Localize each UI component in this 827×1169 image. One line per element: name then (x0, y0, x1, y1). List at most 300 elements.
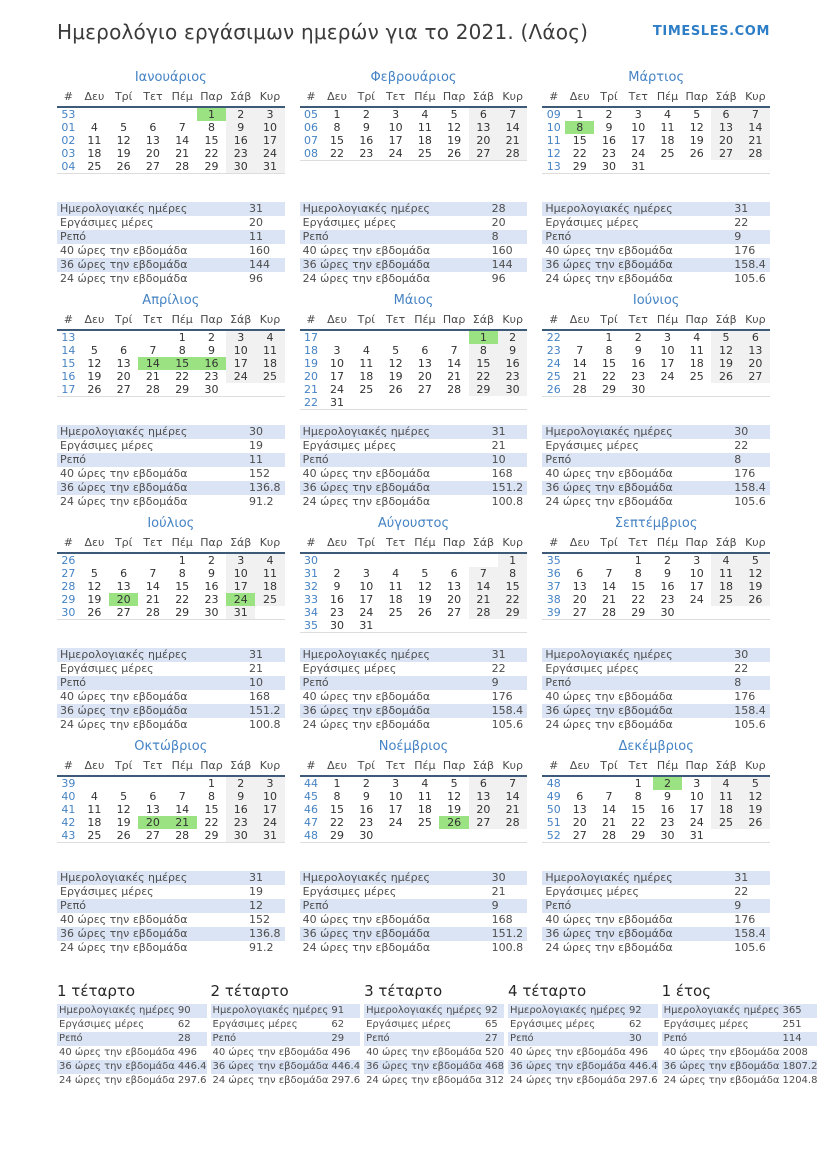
day-cell (80, 330, 109, 344)
day-cell: 3 (333, 344, 341, 357)
calendar-table (57, 89, 285, 174)
stat-label: Εργάσιμες μέρες (302, 216, 397, 229)
stat-label: Εργάσιμες μέρες (302, 662, 397, 675)
day-cell: 11 (255, 344, 284, 357)
day-cell: 13 (116, 357, 131, 370)
stat-value: 8 (734, 453, 742, 466)
day-cell: 9 (664, 567, 672, 580)
stat-label: Εργάσιμες μέρες (60, 662, 154, 675)
stat-value: 9 (734, 899, 742, 912)
week-number: 07 (304, 134, 319, 147)
stats-row (57, 885, 285, 899)
stat-label: Εργάσιμες μέρες (60, 439, 154, 452)
day-cell: 21 (145, 370, 160, 383)
stats-row (57, 1032, 207, 1046)
stat-value: 496 (177, 1047, 197, 1058)
stat-value: 365 (782, 1005, 802, 1016)
stat-label: Εργάσιμες μέρες (212, 1019, 298, 1030)
stat-label: 36 ώρες την εβδομάδα (366, 1061, 482, 1072)
stats-row (300, 927, 528, 941)
day-cell: 13 (572, 803, 587, 816)
day-header: Σάβ (230, 536, 252, 549)
stats-row (300, 244, 528, 258)
day-cell: 7 (605, 567, 613, 580)
stats-row (542, 258, 770, 272)
stat-value: 8 (491, 230, 499, 243)
week-number: 52 (546, 829, 561, 842)
stats-row (508, 1046, 658, 1060)
week-number: 48 (546, 777, 561, 790)
day-cell (711, 383, 740, 397)
day-cell: 25 (689, 370, 704, 383)
day-cell: 28 (145, 606, 160, 619)
day-cell: 11 (87, 134, 102, 147)
month-title: Φεβρουάριος (370, 70, 457, 85)
month-title: Δεκέμβριος (618, 739, 694, 754)
week-number: 51 (546, 816, 561, 829)
week-number: 27 (61, 567, 76, 580)
stats-table (211, 1004, 361, 1088)
page-header (57, 20, 770, 44)
day-header: Πέμ (414, 90, 436, 103)
day-cell: 22 (204, 816, 219, 829)
day-cell: 31 (226, 606, 255, 620)
day-cell: 12 (116, 134, 131, 147)
day-header: Πέμ (414, 759, 436, 772)
calendar-header-row (300, 758, 528, 776)
day-cell: 26 (711, 370, 740, 383)
week-number-header: # (63, 759, 73, 772)
day-cell: 5 (120, 121, 128, 134)
day-header: Τρί (357, 536, 376, 549)
stat-label: 24 ώρες την εβδομάδα (545, 941, 673, 954)
day-cell: 18 (255, 580, 284, 593)
week-row (300, 383, 528, 396)
day-cell (226, 383, 255, 397)
stats-row (57, 481, 285, 495)
day-cell: 3 (255, 107, 284, 121)
day-cell: 4 (392, 567, 400, 580)
day-cell: 12 (388, 357, 403, 370)
week-row (542, 147, 770, 160)
day-cell: 5 (90, 344, 98, 357)
stat-value: 31 (491, 425, 506, 438)
day-header: Πέμ (414, 313, 436, 326)
week-number: 21 (304, 383, 319, 396)
day-cell: 25 (417, 147, 432, 160)
day-cell: 22 (498, 593, 527, 606)
week-row (300, 580, 528, 593)
day-cell: 25 (255, 593, 284, 606)
week-row (542, 776, 770, 790)
day-cell: 8 (605, 344, 613, 357)
day-cell: 24 (388, 147, 403, 160)
day-header: Κυρ (502, 536, 523, 549)
week-row (542, 803, 770, 816)
day-cell: 23 (631, 370, 646, 383)
stat-value: 22 (491, 662, 506, 675)
stats-row (57, 899, 285, 913)
day-cell: 15 (330, 134, 345, 147)
day-cell: 23 (226, 816, 255, 829)
stat-value: 105.6 (734, 495, 766, 508)
day-cell (498, 396, 527, 410)
stat-value: 11 (248, 230, 263, 243)
stat-value: 2008 (782, 1047, 808, 1058)
stat-value: 31 (248, 202, 263, 215)
day-cell (352, 396, 381, 410)
week-number-header: # (549, 759, 559, 772)
week-row (542, 553, 770, 567)
month-block (57, 739, 285, 955)
day-cell: 18 (359, 370, 374, 383)
stat-label: 36 ώρες την εβδομάδα (302, 927, 431, 940)
day-cell: 4 (693, 331, 701, 344)
calendar-header-row (542, 535, 770, 553)
day-cell: 8 (207, 790, 215, 803)
week-row (542, 580, 770, 593)
day-cell: 26 (741, 816, 770, 829)
day-cell: 23 (660, 816, 675, 829)
day-cell: 16 (660, 803, 675, 816)
day-header: Πέμ (656, 313, 679, 326)
day-cell: 19 (711, 357, 740, 370)
holiday-day-cell: 24 (226, 593, 255, 606)
day-cell: 27 (572, 606, 587, 619)
months-grid (57, 70, 770, 962)
week-number: 48 (304, 829, 319, 842)
holiday-day-cell: 8 (565, 121, 594, 134)
day-cell: 29 (469, 383, 498, 396)
day-cell (711, 160, 740, 174)
week-number: 53 (61, 108, 76, 121)
day-cell (469, 619, 498, 633)
day-cell: 23 (359, 147, 374, 160)
stat-value: 92 (628, 1005, 642, 1016)
day-cell: 18 (255, 357, 284, 370)
stat-label: 24 ώρες την εβδομάδα (545, 272, 673, 285)
stat-label: Ημερολογιακές ημέρες (60, 871, 188, 884)
day-cell: 27 (116, 606, 131, 619)
day-header: Κυρ (259, 313, 281, 326)
stat-value: 176 (734, 244, 756, 257)
stat-label: 40 ώρες την εβδομάδα (60, 244, 188, 257)
stat-label: Εργάσιμες μέρες (545, 885, 639, 898)
day-cell (80, 776, 109, 790)
stats-row (364, 1046, 504, 1060)
day-cell: 20 (469, 134, 498, 147)
day-cell: 29 (631, 829, 646, 842)
stat-value: 158.4 (734, 704, 766, 717)
stat-value: 30 (491, 871, 506, 884)
stat-label: Ημερολογιακές ημέρες (59, 1005, 175, 1016)
day-cell: 20 (572, 816, 587, 829)
month-title: Ιούνιος (632, 293, 680, 308)
day-cell: 6 (120, 567, 128, 580)
calendar-header-row (542, 89, 770, 107)
stat-label: Ημερολογιακές ημέρες (302, 425, 430, 438)
week-row (300, 370, 528, 383)
stats-row (300, 202, 528, 216)
stat-label: 24 ώρες την εβδομάδα (545, 495, 673, 508)
calendar-table (57, 758, 285, 843)
week-number: 08 (304, 147, 319, 160)
stat-label: 24 ώρες την εβδομάδα (302, 495, 431, 508)
week-number-header: # (549, 536, 559, 549)
day-cell: 28 (447, 383, 462, 396)
day-header: Σάβ (715, 759, 737, 772)
stats-row (364, 1004, 504, 1018)
day-cell (439, 553, 468, 567)
week-number-header: # (63, 90, 73, 103)
stats-row (542, 871, 770, 885)
stats-row (57, 704, 285, 718)
stats-row (300, 272, 528, 286)
day-cell: 18 (388, 593, 403, 606)
day-cell: 10 (255, 121, 284, 134)
day-cell (565, 330, 594, 344)
day-header: Κυρ (745, 759, 766, 772)
stat-label: Εργάσιμες μέρες (60, 885, 154, 898)
summary-column (364, 982, 504, 1088)
summary-title: 1 τέταρτο (57, 982, 136, 1000)
day-cell: 13 (145, 134, 160, 147)
day-cell: 26 (388, 383, 403, 396)
stat-value: 27 (484, 1033, 498, 1044)
week-number: 20 (304, 370, 319, 383)
day-cell: 24 (631, 147, 646, 160)
stats-table (300, 425, 528, 509)
month-block (57, 70, 285, 286)
stat-value: 297.6 (628, 1075, 658, 1086)
week-row (57, 580, 285, 593)
stats-row (542, 230, 770, 244)
day-header: Πέμ (656, 759, 679, 772)
day-cell: 16 (631, 357, 646, 370)
day-cell: 25 (87, 829, 102, 842)
calendar-header-row (542, 312, 770, 330)
day-cell: 20 (116, 370, 131, 383)
stats-row (57, 1074, 207, 1088)
week-number-header: # (306, 759, 316, 772)
day-cell (439, 829, 468, 843)
stat-label: Ρεπό (545, 230, 572, 243)
day-cell: 12 (87, 357, 102, 370)
day-cell: 11 (660, 121, 675, 134)
week-number: 47 (304, 816, 319, 829)
stat-value: 151.2 (248, 704, 281, 717)
holiday-day-cell: 15 (168, 357, 197, 370)
week-row (300, 396, 528, 410)
stats-row (300, 676, 528, 690)
stat-value: 158.4 (491, 704, 524, 717)
stat-label: Εργάσιμες μέρες (545, 216, 639, 229)
site-logo-link[interactable]: TIMESLES.COM (652, 24, 770, 39)
stat-label: Ρεπό (545, 899, 572, 912)
week-row (542, 357, 770, 370)
stat-value: 105.6 (734, 941, 766, 954)
summary-column (211, 982, 361, 1088)
day-cell: 26 (87, 383, 102, 396)
stat-label: Εργάσιμες μέρες (366, 1019, 452, 1030)
month-block (542, 293, 770, 509)
stats-row (542, 467, 770, 481)
day-cell: 25 (255, 370, 284, 383)
stats-row (364, 1074, 504, 1088)
stats-row (300, 216, 528, 230)
stat-value: 28 (491, 202, 506, 215)
week-row (57, 816, 285, 829)
stat-label: 24 ώρες την εβδομάδα (60, 718, 188, 731)
week-number: 10 (546, 121, 561, 134)
day-cell: 5 (450, 777, 458, 790)
stat-value: 468 (484, 1061, 505, 1072)
day-cell: 31 (255, 160, 284, 174)
day-header: Δευ (84, 759, 105, 772)
stat-value: 92 (484, 1005, 498, 1016)
day-cell (439, 619, 468, 633)
stat-value: 10 (248, 676, 263, 689)
day-cell: 3 (634, 108, 642, 121)
day-cell: 24 (255, 816, 284, 829)
month-title: Μάρτιος (628, 70, 685, 85)
day-cell (138, 776, 167, 790)
day-cell (469, 553, 498, 567)
stat-label: 40 ώρες την εβδομάδα (302, 467, 431, 480)
stat-label: 40 ώρες την εβδομάδα (366, 1047, 482, 1058)
day-header: Δευ (327, 536, 347, 549)
week-row (57, 330, 285, 344)
day-header: Πέμ (414, 536, 436, 549)
day-cell: 4 (711, 553, 740, 567)
page-title: Ημερολόγιο εργάσιμων ημερών για το 2021. (Λάος) (57, 20, 589, 44)
day-cell: 28 (741, 147, 770, 160)
day-cell: 3 (226, 553, 255, 567)
summary-title: 1 έτος (661, 982, 712, 1000)
week-number: 26 (61, 554, 76, 567)
stats-row (542, 927, 770, 941)
day-cell: 3 (693, 777, 701, 790)
day-cell: 13 (469, 790, 498, 803)
day-cell: 10 (330, 357, 345, 370)
day-cell (352, 330, 381, 344)
week-number: 46 (304, 803, 319, 816)
stat-label: 40 ώρες την εβδομάδα (545, 913, 673, 926)
day-cell: 9 (226, 121, 255, 134)
stat-value: 10 (491, 453, 506, 466)
stats-row (542, 272, 770, 286)
day-cell (138, 553, 167, 567)
stat-value: 22 (734, 439, 749, 452)
day-cell: 7 (498, 107, 527, 121)
day-cell: 4 (90, 790, 98, 803)
day-cell: 5 (421, 567, 429, 580)
day-cell: 27 (145, 160, 160, 173)
day-header: Παρ (685, 759, 709, 772)
day-cell: 8 (498, 567, 527, 580)
day-header: Σάβ (230, 90, 252, 103)
stats-row (300, 941, 528, 955)
stat-value: 144 (491, 258, 513, 271)
day-cell: 24 (330, 383, 345, 396)
day-cell: 30 (359, 829, 374, 842)
stat-label: Ημερολογιακές ημέρες (545, 871, 673, 884)
day-cell: 9 (362, 121, 370, 134)
stats-row (542, 453, 770, 467)
stats-row (300, 690, 528, 704)
day-cell: 8 (207, 121, 215, 134)
day-cell: 21 (175, 147, 190, 160)
day-cell: 4 (255, 553, 284, 567)
day-cell (439, 396, 468, 410)
day-cell: 27 (469, 816, 498, 829)
day-cell: 23 (204, 370, 219, 383)
day-cell: 23 (498, 370, 527, 383)
day-cell: 28 (175, 829, 190, 842)
week-number: 29 (61, 593, 76, 606)
stats-row (542, 704, 770, 718)
month-title: Ιανουάριος (134, 70, 207, 85)
stat-value: 496 (331, 1047, 351, 1058)
day-cell: 7 (149, 567, 157, 580)
calendar-wrap (57, 758, 285, 871)
day-cell: 13 (417, 357, 432, 370)
week-number: 19 (304, 357, 319, 370)
day-cell: 9 (226, 790, 255, 803)
day-cell: 2 (634, 331, 642, 344)
day-cell: 31 (330, 396, 345, 409)
stat-label: Εργάσιμες μέρες (302, 439, 397, 452)
day-cell (109, 776, 138, 790)
day-cell: 17 (388, 803, 403, 816)
stats-row (57, 216, 285, 230)
day-cell: 23 (204, 593, 219, 606)
stat-label: Ημερολογιακές ημέρες (60, 425, 188, 438)
stat-value: 251 (782, 1019, 802, 1030)
day-cell: 12 (741, 567, 770, 580)
day-cell: 19 (116, 816, 131, 829)
day-cell: 28 (601, 606, 616, 619)
stat-value: 9 (734, 230, 742, 243)
calendar-table (57, 312, 285, 397)
summary-title: 4 τέταρτο (508, 982, 587, 1000)
day-header: Τρί (357, 759, 376, 772)
week-row (300, 803, 528, 816)
stat-label: 36 ώρες την εβδομάδα (212, 1061, 329, 1072)
day-cell: 26 (87, 606, 102, 619)
week-row (300, 330, 528, 344)
week-row (300, 829, 528, 843)
holiday-day-cell: 1 (469, 330, 498, 344)
day-header: Παρ (200, 313, 223, 326)
stat-value: 30 (248, 425, 263, 438)
calendar-wrap (57, 89, 285, 202)
holiday-day-cell: 21 (168, 816, 197, 829)
stats-row (662, 1004, 818, 1018)
stats-row (300, 495, 528, 509)
stat-value: 30 (734, 648, 749, 661)
stat-value: 22 (734, 885, 749, 898)
day-header: Σάβ (230, 759, 252, 772)
stats-row (57, 244, 285, 258)
stat-value: 100.8 (491, 941, 524, 954)
stat-label: 24 ώρες την εβδομάδα (545, 718, 673, 731)
week-number: 43 (61, 829, 76, 842)
day-header: Σάβ (230, 313, 252, 326)
day-cell: 7 (576, 344, 584, 357)
day-cell: 20 (572, 593, 587, 606)
stat-label: Εργάσιμες μέρες (59, 1019, 145, 1030)
